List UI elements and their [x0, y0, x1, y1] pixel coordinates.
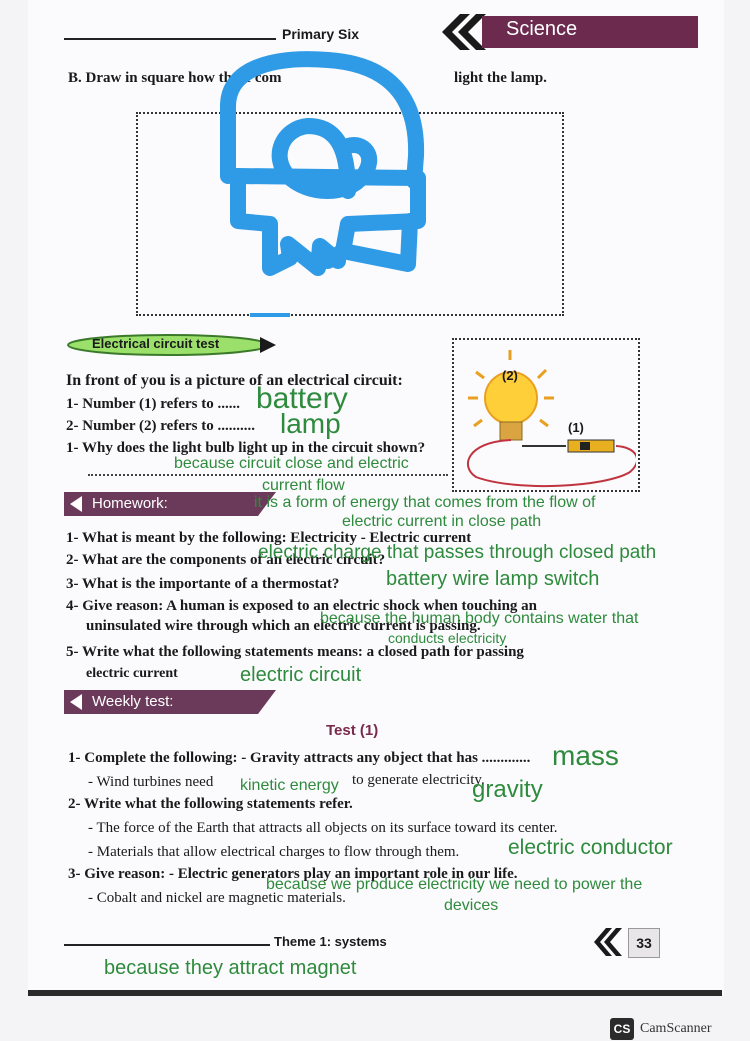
header-rule	[64, 38, 276, 40]
arrow-icon	[70, 496, 82, 512]
homework-q4-1: 4- Give reason: A human is exposed to an electric shock when touching an	[66, 598, 537, 614]
test-q1b-left: - Wind turbines need	[88, 774, 214, 790]
homework-q5-2: electric current	[86, 666, 178, 681]
test-title: Test (1)	[326, 722, 379, 739]
homework-q4-answer-2: conducts electricity	[388, 630, 507, 646]
footer-rule	[64, 944, 270, 946]
homework-q4-answer-1: because the human body contains water that	[320, 610, 639, 627]
circuit-test-title: Electrical circuit test	[92, 336, 220, 351]
homework-q2: 2- What are the components of an electric circuit?	[66, 552, 386, 568]
test-q2b-answer: electric conductor	[508, 836, 673, 859]
circuit-q2-answer: lamp	[280, 408, 341, 439]
page-number: 33	[628, 928, 660, 958]
circuit-q1: 1- Number (1) refers to ......	[66, 396, 240, 412]
circuit-q3: 1- Why does the light bulb light up in the circuit shown?	[66, 440, 426, 456]
test-q1b-answer-2: gravity	[472, 776, 543, 803]
blue-underline	[250, 313, 290, 317]
test-q2a: - The force of the Earth that attracts all objects on its surface toward its center.	[88, 820, 558, 836]
theme-label: Theme 1: systems	[274, 934, 387, 949]
test-q3-answer-2: devices	[444, 897, 499, 914]
diagram-label-2: (2)	[502, 368, 518, 383]
weekly-test-label: Weekly test:	[92, 693, 174, 710]
homework-q2-answer: electric charge that passes through closed path	[258, 542, 657, 563]
answer-line	[88, 474, 448, 476]
test-q1b-right: to generate electricity.	[352, 772, 485, 788]
test-q1: 1- Complete the following: - Gravity attracts any object that has .............	[68, 750, 531, 766]
question-b-text: B. Draw in square how these com	[68, 70, 282, 86]
homework-q5-1: 5- Write what the following statements means: a closed path for passing	[66, 644, 524, 660]
diagram-label-1: (1)	[568, 420, 584, 435]
test-q3b: - Cobalt and nickel are magnetic materials.	[88, 890, 346, 906]
hand-drawn-circuit	[198, 46, 438, 296]
homework-tab	[64, 492, 258, 516]
homework-q3: 3- What is the importante of a thermostat?	[66, 576, 340, 592]
homework-q3-answer: battery wire lamp switch	[386, 568, 600, 590]
circuit-q2: 2- Number (2) refers to ..........	[66, 418, 255, 434]
subject-title: Science	[506, 18, 578, 40]
camscanner-label: CamScanner	[640, 1021, 712, 1036]
homework-q4-2: uninsulated wire through which an electric current is passing.	[86, 618, 481, 634]
homework-answer-1: it is a form of energy that comes from the flow of	[254, 494, 596, 511]
homework-q1: 1- What is meant by the following: Electricity - Electric current	[66, 530, 472, 546]
chevron-left-icon	[580, 922, 630, 962]
test-q1-answer: mass	[552, 740, 619, 771]
homework-label: Homework:	[92, 495, 168, 512]
test-q2: 2- Write what the following statements refer.	[68, 796, 353, 812]
test-q3-answer-1: because we produce electricity we need to power the	[266, 876, 643, 893]
test-q3b-answer: because they attract magnet	[104, 957, 357, 979]
battery-icon	[568, 440, 614, 452]
circuit-q3-answer-1: because circuit close and electric	[174, 455, 409, 472]
circuit-q3-answer-2: current flow	[262, 477, 345, 494]
test-q2b: - Materials that allow electrical charges to flow through them.	[88, 844, 460, 860]
circuit-intro: In front of you is a picture of an electrical circuit:	[66, 372, 403, 389]
weekly-test-tab	[64, 690, 258, 714]
homework-q5-answer: electric circuit	[240, 664, 362, 686]
test-q1b-answer: kinetic energy	[240, 777, 339, 794]
grade-label: Primary Six	[282, 26, 360, 42]
arrow-icon	[70, 694, 82, 710]
circuit-diagram	[456, 342, 636, 488]
circuit-q1-answer: battery	[256, 382, 348, 415]
camscanner-logo: CS	[610, 1018, 634, 1040]
page-bottom-edge	[28, 990, 722, 996]
test-q3: 3- Give reason: - Electric generators play an important role in our life.	[68, 866, 518, 882]
question-b-text-end: light the lamp.	[454, 70, 547, 86]
worksheet-page	[28, 0, 724, 995]
homework-answer-1b: electric current in close path	[342, 513, 542, 530]
